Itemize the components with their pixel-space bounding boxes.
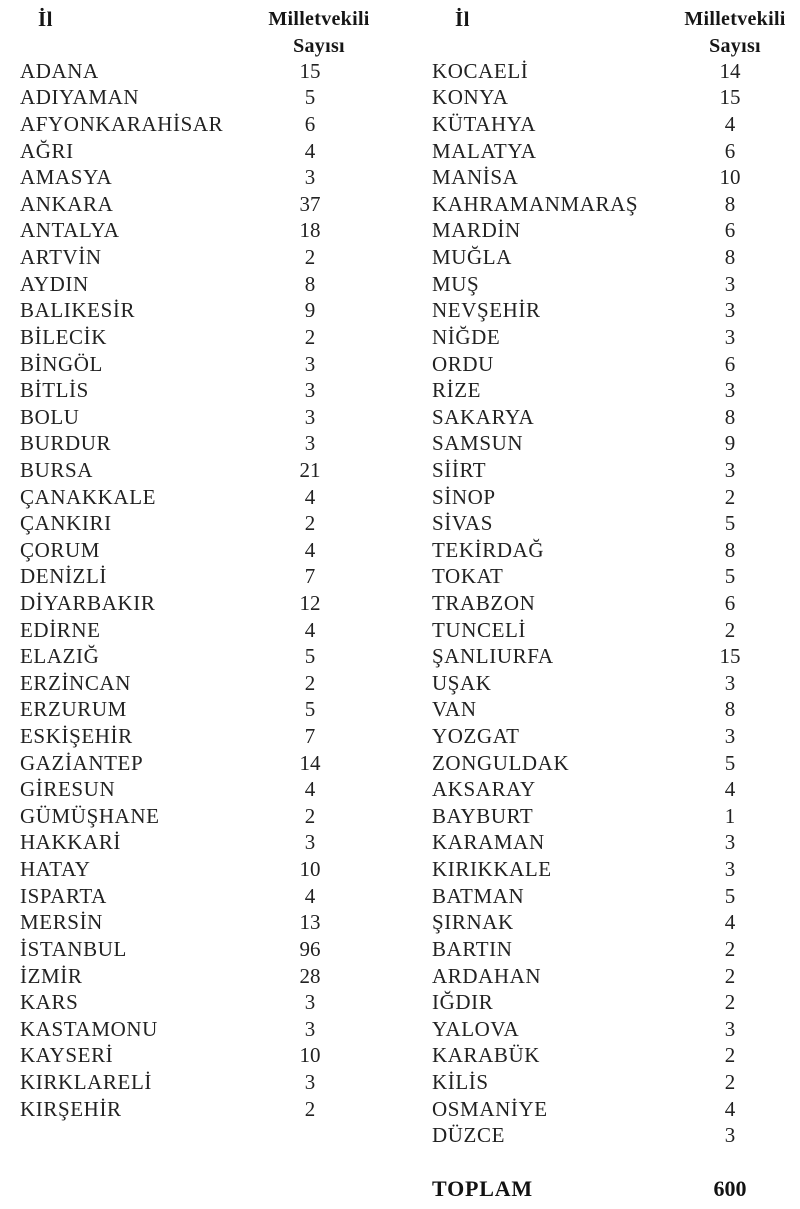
deputy-count: 2: [304, 245, 316, 270]
province-name: MARDİN: [432, 218, 521, 243]
deputy-count: 3: [304, 404, 316, 429]
table-row: [20, 85, 345, 112]
province-name: KIRŞEHİR: [20, 1096, 122, 1121]
province-name: KIRIKKALE: [432, 857, 552, 882]
table-row: [432, 58, 765, 85]
deputy-count: 3: [724, 1016, 736, 1041]
deputy-count: 8: [724, 191, 736, 216]
column-header-count-left: [234, 6, 404, 60]
deputy-count: 7: [304, 724, 316, 749]
province-name: RİZE: [432, 378, 482, 403]
deputy-count: 6: [724, 138, 736, 163]
deputy-count: 3: [304, 1069, 316, 1094]
table-row: [432, 1069, 765, 1096]
table-row: [20, 457, 345, 484]
province-name: HAKKARİ: [20, 830, 122, 855]
deputy-count: 3: [724, 670, 736, 695]
table-row: [20, 218, 345, 245]
table-row: [20, 803, 345, 830]
province-name: KARS: [20, 990, 79, 1015]
table-row: [20, 191, 345, 218]
table-row: [432, 138, 765, 165]
province-name: TRABZON: [432, 590, 536, 615]
deputy-count: 5: [724, 564, 736, 589]
table-row: [432, 351, 765, 378]
table-row: [432, 431, 765, 458]
table-row: [432, 564, 765, 591]
province-name: BARTIN: [432, 936, 513, 961]
deputy-count: 4: [724, 777, 736, 802]
table-row: [20, 484, 345, 511]
province-name: MALATYA: [432, 138, 537, 163]
deputy-count: 6: [724, 351, 736, 376]
table-row: [432, 1096, 765, 1123]
deputy-count: 3: [724, 324, 736, 349]
table-row: [20, 58, 345, 85]
deputy-count: 4: [724, 112, 736, 137]
total-value: 600: [713, 1176, 747, 1201]
table-row: [432, 164, 765, 191]
province-name: SAKARYA: [432, 404, 535, 429]
table-row: [432, 910, 765, 937]
province-name: BİNGÖL: [20, 351, 103, 376]
table-row: [20, 590, 345, 617]
table-row: [432, 617, 765, 644]
deputy-count: 8: [304, 271, 316, 296]
deputy-count: 3: [724, 271, 736, 296]
province-name: ERZİNCAN: [20, 670, 131, 695]
deputy-count: 2: [724, 1069, 736, 1094]
table-row: [20, 351, 345, 378]
deputy-count: 15: [719, 85, 741, 110]
deputy-count: 8: [724, 245, 736, 270]
table-row: [20, 164, 345, 191]
table-row: [20, 750, 345, 777]
table-row: [432, 244, 765, 271]
table-row: [432, 1122, 765, 1149]
table-row: [432, 377, 765, 404]
table-row: [20, 936, 345, 963]
deputy-count: 6: [724, 218, 736, 243]
deputy-count: 10: [299, 857, 321, 882]
deputy-count: 2: [724, 936, 736, 961]
province-name: MERSİN: [20, 910, 103, 935]
deputy-count: 21: [299, 457, 321, 482]
deputy-count: 2: [304, 670, 316, 695]
province-name: UŞAK: [432, 670, 492, 695]
province-table-left: [20, 58, 345, 1122]
total-label: TOPLAM: [432, 1176, 533, 1201]
province-name: MUŞ: [432, 271, 480, 296]
table-row: [20, 271, 345, 298]
deputy-count: 5: [724, 511, 736, 536]
province-name: ARTVİN: [20, 245, 102, 270]
province-name: AĞRI: [20, 138, 74, 163]
province-name: AFYONKARAHİSAR: [20, 112, 224, 137]
province-name: GAZİANTEP: [20, 750, 144, 775]
deputy-count: 5: [304, 85, 316, 110]
table-row: [432, 297, 765, 324]
province-name: NEVŞEHİR: [432, 298, 541, 323]
province-name: YOZGAT: [432, 724, 520, 749]
deputy-count: 18: [299, 218, 321, 243]
province-name: KAYSERİ: [20, 1043, 114, 1068]
deputy-count: 6: [304, 112, 316, 137]
table-row: [20, 1069, 345, 1096]
column-header-count-line2: Sayısı: [293, 35, 345, 57]
deputy-count: 3: [724, 298, 736, 323]
province-name: BATMAN: [432, 883, 525, 908]
deputy-count: 8: [724, 697, 736, 722]
table-row: [20, 111, 345, 138]
province-name: ORDU: [432, 351, 494, 376]
deputy-count: 1: [724, 803, 736, 828]
deputy-count: 3: [304, 351, 316, 376]
province-name: BOLU: [20, 404, 80, 429]
table-row: [432, 85, 765, 112]
deputy-count: 2: [304, 511, 316, 536]
province-name: KİLİS: [432, 1069, 489, 1094]
table-row: [20, 297, 345, 324]
table-row: [432, 324, 765, 351]
table-row: [20, 431, 345, 458]
province-name: BİLECİK: [20, 324, 108, 349]
table-row: [20, 138, 345, 165]
province-name: KIRKLARELİ: [20, 1069, 152, 1094]
province-name: SİİRT: [432, 457, 487, 482]
deputy-count: 3: [304, 431, 316, 456]
province-name: ELAZIĞ: [20, 644, 100, 669]
deputy-count: 4: [724, 910, 736, 935]
deputy-count: 5: [724, 883, 736, 908]
deputy-count: 2: [724, 617, 736, 642]
province-name: MUĞLA: [432, 245, 512, 270]
table-row: [432, 856, 765, 883]
table-row: [432, 1043, 765, 1070]
deputy-count: 3: [724, 1123, 736, 1148]
table-row: [20, 910, 345, 937]
province-name: ŞANLIURFA: [432, 644, 554, 669]
deputy-count: 8: [724, 404, 736, 429]
table-row: [20, 537, 345, 564]
table-row: [432, 883, 765, 910]
deputy-count: 7: [304, 564, 316, 589]
province-name: GÜMÜŞHANE: [20, 803, 160, 828]
deputy-count: 2: [304, 324, 316, 349]
province-name: KARAMAN: [432, 830, 545, 855]
province-name: KAHRAMANMARAŞ: [432, 191, 639, 216]
table-row: [20, 723, 345, 750]
province-table-right: [432, 58, 765, 1149]
table-row: [20, 1043, 345, 1070]
deputy-count: 2: [304, 803, 316, 828]
table-row: [20, 244, 345, 271]
deputy-count: 4: [724, 1096, 736, 1121]
province-name: BAYBURT: [432, 803, 534, 828]
province-name: AKSARAY: [432, 777, 536, 802]
deputy-count: 5: [724, 750, 736, 775]
table-row: [432, 803, 765, 830]
table-row: [432, 963, 765, 990]
province-name: NİĞDE: [432, 324, 501, 349]
province-name: SİVAS: [432, 511, 493, 536]
province-name: EDİRNE: [20, 617, 101, 642]
deputy-count: 3: [724, 378, 736, 403]
province-name: ZONGULDAK: [432, 750, 570, 775]
deputy-count: 3: [724, 724, 736, 749]
deputy-count: 14: [719, 58, 741, 83]
deputy-count: 8: [724, 537, 736, 562]
table-row: [432, 670, 765, 697]
province-name: TEKİRDAĞ: [432, 537, 545, 562]
table-row: [432, 830, 765, 857]
table-row: [432, 404, 765, 431]
deputy-count: 3: [724, 830, 736, 855]
province-name: ANKARA: [20, 191, 114, 216]
deputy-count: 28: [299, 963, 321, 988]
table-row: [432, 697, 765, 724]
province-name: MANİSA: [432, 165, 519, 190]
deputy-count: 15: [299, 58, 321, 83]
province-name: ISPARTA: [20, 883, 107, 908]
province-name: YALOVA: [432, 1016, 520, 1041]
deputy-count: 2: [724, 1043, 736, 1068]
table-row: [20, 643, 345, 670]
deputy-count: 9: [304, 298, 316, 323]
province-name: AYDIN: [20, 271, 89, 296]
province-name: DÜZCE: [432, 1123, 505, 1148]
province-name: DİYARBAKIR: [20, 590, 156, 615]
province-name: SİNOP: [432, 484, 496, 509]
deputy-count: 12: [299, 590, 321, 615]
deputy-count: 13: [299, 910, 321, 935]
table-row: [432, 191, 765, 218]
province-name: ADIYAMAN: [20, 85, 140, 110]
deputy-count: 4: [304, 777, 316, 802]
table-row: [432, 723, 765, 750]
province-name: İZMİR: [20, 963, 83, 988]
province-name: BALIKESİR: [20, 298, 136, 323]
deputy-count: 3: [304, 990, 316, 1015]
table-row: [20, 564, 345, 591]
deputy-count: 3: [724, 857, 736, 882]
deputy-count: 96: [299, 936, 321, 961]
table-row: [432, 537, 765, 564]
table-row: [20, 377, 345, 404]
province-name: KONYA: [432, 85, 509, 110]
province-name: SAMSUN: [432, 431, 524, 456]
table-row: [432, 750, 765, 777]
deputy-count: 15: [719, 644, 741, 669]
deputy-count: 3: [304, 378, 316, 403]
deputy-count: 2: [304, 1096, 316, 1121]
column-header-il-right: İl: [455, 7, 471, 31]
deputy-count: 9: [724, 431, 736, 456]
province-name: ÇANAKKALE: [20, 484, 157, 509]
deputy-count: 2: [724, 963, 736, 988]
table-row: [432, 989, 765, 1016]
province-name: ÇORUM: [20, 537, 101, 562]
province-name: ADANA: [20, 58, 99, 83]
table-row: [20, 830, 345, 857]
province-name: ŞIRNAK: [432, 910, 514, 935]
deputy-count: 3: [304, 1016, 316, 1041]
province-name: ÇANKIRI: [20, 511, 112, 536]
table-row: [20, 617, 345, 644]
deputy-count: 2: [724, 990, 736, 1015]
column-header-il-left: İl: [38, 7, 54, 31]
deputy-count: 5: [304, 697, 316, 722]
table-row: [432, 643, 765, 670]
table-row: [20, 697, 345, 724]
province-name: BİTLİS: [20, 378, 89, 403]
deputy-count: 4: [304, 883, 316, 908]
deputy-count: 3: [304, 830, 316, 855]
table-row: [20, 1096, 345, 1123]
table-row: [432, 111, 765, 138]
column-header-count-line1: Milletvekili: [684, 8, 786, 30]
deputy-count: 10: [299, 1043, 321, 1068]
table-row: [20, 404, 345, 431]
table-row: [20, 856, 345, 883]
deputy-count: 4: [304, 537, 316, 562]
table-row: [432, 484, 765, 511]
province-name: VAN: [432, 697, 477, 722]
province-name: ESKİŞEHİR: [20, 724, 133, 749]
province-name: AMASYA: [20, 165, 113, 190]
table-row: [432, 457, 765, 484]
deputy-count: 5: [304, 644, 316, 669]
table-row: [432, 936, 765, 963]
deputy-count: 3: [304, 165, 316, 190]
deputy-count: 4: [304, 484, 316, 509]
deputy-count: 37: [299, 191, 321, 216]
table-row: [432, 1016, 765, 1043]
table-row: [432, 510, 765, 537]
deputy-count: 10: [719, 165, 741, 190]
province-name: KOCAELİ: [432, 58, 529, 83]
province-name: GİRESUN: [20, 777, 116, 802]
province-name: İSTANBUL: [20, 936, 127, 961]
deputy-count: 2: [724, 484, 736, 509]
table-row: [432, 218, 765, 245]
table-row: [20, 510, 345, 537]
province-name: HATAY: [20, 857, 91, 882]
table-row: [20, 776, 345, 803]
column-header-count-line1: Milletvekili: [268, 8, 370, 30]
table-row: [20, 963, 345, 990]
table-row: [20, 989, 345, 1016]
province-name: KARABÜK: [432, 1043, 541, 1068]
table-row: [20, 1016, 345, 1043]
column-header-count-right: [650, 6, 800, 60]
table-row: [432, 271, 765, 298]
province-name: ERZURUM: [20, 697, 127, 722]
table-row: [20, 670, 345, 697]
deputy-count: 14: [299, 750, 321, 775]
province-name: KASTAMONU: [20, 1016, 158, 1041]
province-name: OSMANİYE: [432, 1096, 548, 1121]
province-name: ARDAHAN: [432, 963, 542, 988]
deputy-count: 3: [724, 457, 736, 482]
province-name: TUNCELİ: [432, 617, 527, 642]
table-row: [20, 324, 345, 351]
table-row: [432, 590, 765, 617]
province-name: KÜTAHYA: [432, 112, 537, 137]
province-name: IĞDIR: [432, 990, 494, 1015]
table-row: [20, 883, 345, 910]
province-name: BURDUR: [20, 431, 112, 456]
province-name: DENİZLİ: [20, 564, 108, 589]
province-name: ANTALYA: [20, 218, 120, 243]
province-name: TOKAT: [432, 564, 504, 589]
deputy-count: 4: [304, 617, 316, 642]
deputy-count: 6: [724, 590, 736, 615]
table-row: [432, 776, 765, 803]
column-header-count-line2: Sayısı: [709, 35, 761, 57]
total-row: [432, 1176, 765, 1202]
province-name: BURSA: [20, 457, 94, 482]
deputy-count: 4: [304, 138, 316, 163]
